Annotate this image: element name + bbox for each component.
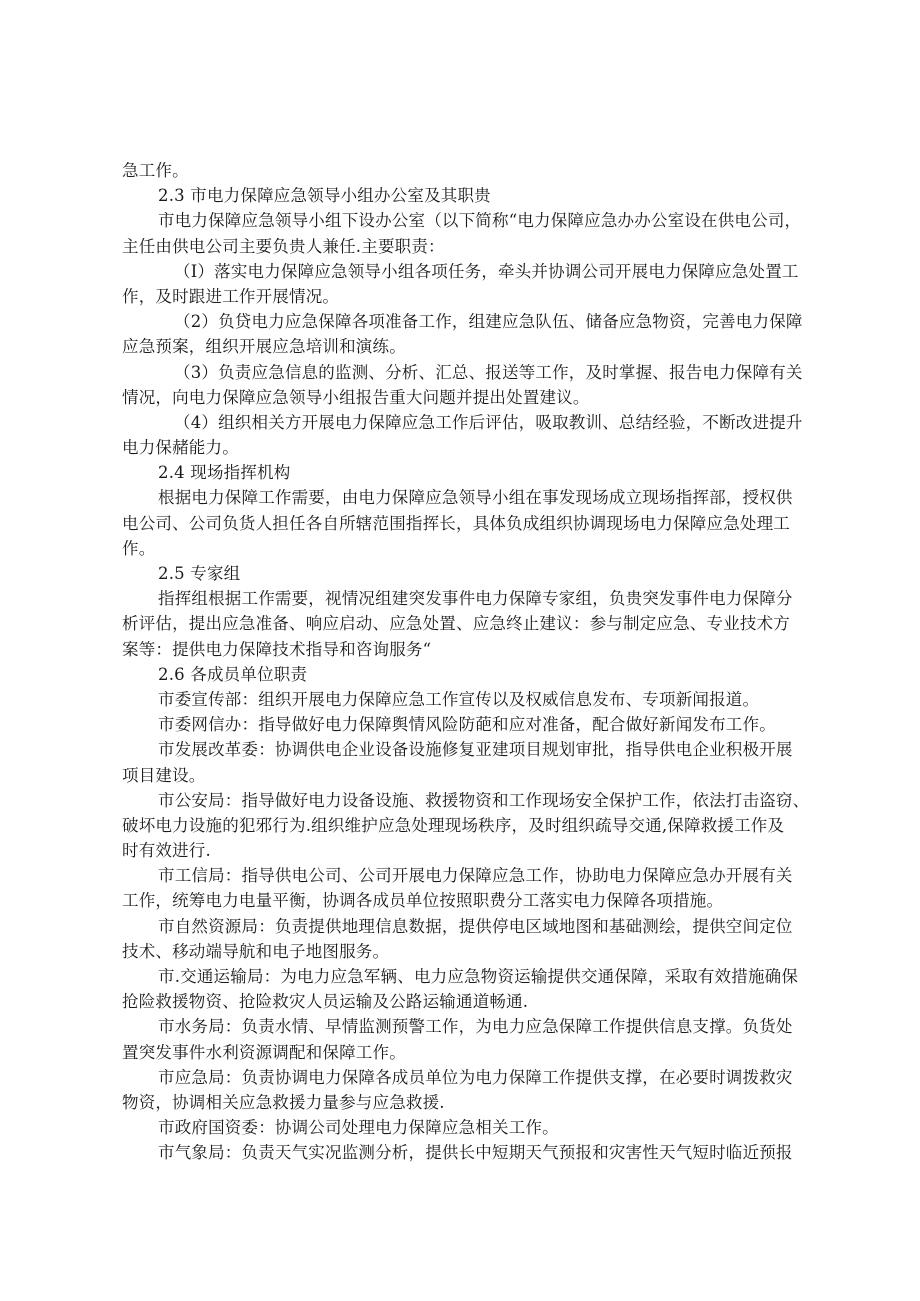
text-line: 时有效进行. [122,841,211,861]
text-line: 市自然资源局：负责提供地理信息数据，提供停电区域地图和基础测绘，提供空间定位 [158,916,793,936]
section-heading: 2.3 市电力保障应急领导小组办公室及其职贵 [158,186,491,206]
text-line: 物资，协调相关应急救援力量参与应急救援. [122,1092,445,1112]
text-line: 根据电力保障工作需要，由电力保障应急领导小组在事发现场成立现场指挥部，授权供 [158,488,793,508]
text-line: 市政府国资委：协调公司处理电力保障应急相关工作。 [158,1118,559,1138]
text-line: 指挥组根据工作需要，视情况组建突发事件电力保障专家组，负贵突发事件电力保障分 [158,589,793,609]
text-line: 市工信局：指导供电公司、公司开展电力保障应急工作，协助电力保障应急办开展有关 [158,866,793,886]
text-line: 案等：提供电力保障技术指导和咨询服务“ [122,639,432,659]
text-line: 作，及时跟进工作开展情况。 [122,286,340,306]
text-line: 市发展改革委：协调供电企业设备设施修复亚建项目规划审批，指导供电企业积极开展 [158,740,793,760]
text-line: 置突发事件水利资源调配和保障工作。 [122,1042,406,1062]
text-line: 情况，向电力保障应急领导小组报告重大问题并提出处置建议。 [122,387,590,407]
text-line: 应急预案，组织开展应急培训和演练。 [122,337,406,357]
text-line: 电公司、公司负货人担任各自所辖范围指挥长，具体负成组织协调现场电力保障应急处理工 [122,513,790,533]
text-line: 市公安局：指导做好电力设备设施、救援物资和工作现场安全保护工作，依法打击盗窃、 [158,790,810,810]
text-line: 破坏电力设施的犯邪行为.组织维护应急处理现场秩序，及时组织疏导交通,保障救援工作及 [122,815,785,835]
text-line: 项目建设。 [122,765,206,785]
text-line: 市委网信办：指导做好电力保障舆情风险防葩和应对准备，配合做好新闻发布工作。 [158,715,776,735]
text-line: 急工作。 [122,161,189,180]
section-heading: 2.6 各成员单位职责 [158,664,308,684]
text-line: 抢险救援物资、抢险救灾人员运输及公路运输通道畅通. [122,992,529,1012]
text-line: 析评估，提出应急准备、响应启动、应急处置、应急终止建议：参与制定应急、专业技术方 [122,614,790,634]
text-line: 市委宣传部：组织开展电力保障应急工作宣传以及权威信息发布、专项新闻报道。 [158,689,760,709]
text-line: 技术、移动端导航和电子地图服务。 [122,941,390,961]
text-line: 市气象局：负责天气实况监测分析，提供长中短期天气预报和灾害性天气短时临近预报 [158,1143,793,1163]
document-body [122,158,812,1166]
text-line: 电力保赭能力。 [122,438,239,458]
text-line: 主任由供电公司主要负贵人兼任.主要职责： [122,236,445,256]
text-line: 工作，统筹电力电量平衡，协调各成员单位按照职费分工落实电力保障各项措施。 [122,891,724,911]
section-heading: 2.5 专家组 [158,564,241,583]
text-line: 市水务局：负责水情、早情监测预警工作，为电力应急保障工作提供信息支撑。负货处 [158,1017,793,1037]
section-heading: 2.4 现场指挥机构 [158,463,291,483]
text-line: （I）落实电力保障应急领导小组各项任务，牵头并协调公司开展电力保障应急处置工 [174,261,799,281]
text-line: （2）负贷电力应急保障各项准备工作，组建应急队伍、储备应急物资，完善电力保障 [174,312,803,332]
text-line: （3）负责应急信息的监测、分析、汇总、报送等工作，及时掌握、报告电力保障有关 [174,362,803,382]
text-line: （4）组织相关方开展电力保障应急工作后评估，吸取教训、总结经验，不断改进提升 [174,412,803,432]
text-line: 市.交通运输局：为电力应急军辆、电力应急物资运输提供交通保障，采取有效措施确保 [158,967,799,986]
text-line: 市电力保障应急领导小组下设办公室（以下简称“电力保障应急办办公室设在供电公司， [158,211,802,231]
text-line: 市应急局：负责协调电力保障各成员单位为电力保障工作提供支撑，在必要时调拨救灾 [158,1067,793,1087]
text-line: 作。 [122,538,156,558]
